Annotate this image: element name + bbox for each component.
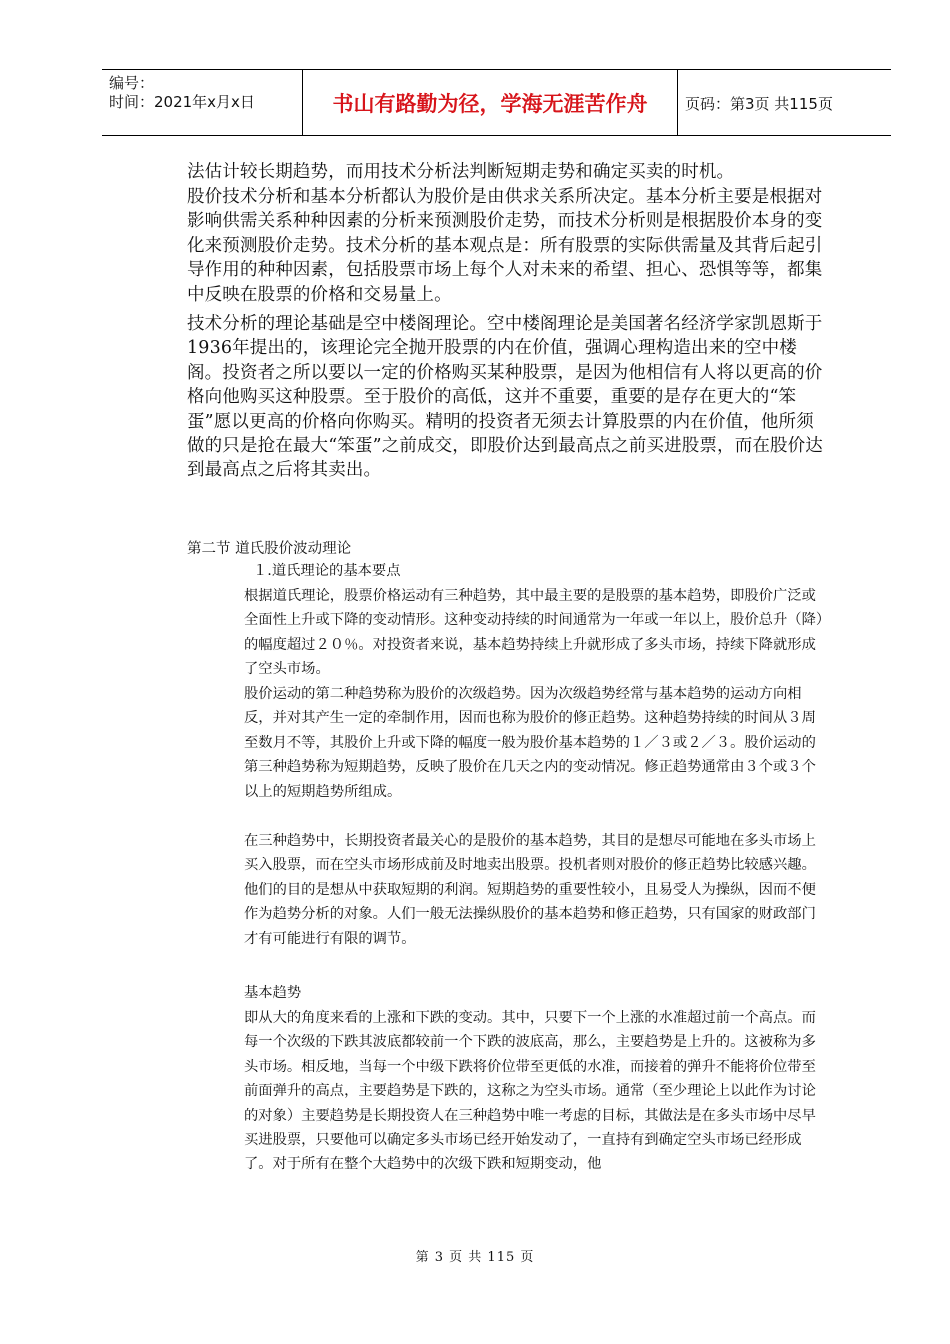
body-paragraph: 根据道氏理论，股票价格运动有三种趋势，其中最主要的是股票的基本趋势，即股价广泛或全面性上升或下降的变动情形。这种变动持续的时间通常为一年或一年以上，股价总升（降）的幅度超过２０％。对投资者来说，基本趋势持续上升就形成了多头市场，持续下降就形成了空头市场。 [244,588,824,678]
date-label: 时间：2021年x月x日 [109,93,255,111]
subheading-basic-trend: 基本趋势 [244,985,302,1001]
header-motto: 书山有路勤为径，学海无涯苦作舟 [332,92,648,116]
page-footer: 第 3 页 共 115 页 [415,1250,535,1265]
body-paragraph: 股价技术分析和基本分析都认为股价是由供求关系所决定。基本分析主要是根据对影响供需关系种种因素的分析来预测股价走势，而技术分析则是根据股价本身的变化来预测股价走势。技术分析的基本观点是：所有股票的实际供需量及其背后起引导作用的种种因素，包括股票市场上每个人对未来的希望、担心、恐惧等等，都集中反映在股票的价格和交易量上。 [187,187,823,305]
body-paragraph: 在三种趋势中，长期投资者最关心的是股价的基本趋势，其目的是想尽可能地在多头市场上买入股票，而在空头市场形成前及时地卖出股票。投机者则对股价的修正趋势比较感兴趣。他们的目的是想从中获取短期的利润。短期趋势的重要性较小，且易受人为操纵，因而不便作为趋势分析的对象。人们一般无法操纵股价的基本趋势和修正趋势，只有国家的财政部门才有可能进行有限的调节。 [244,833,816,947]
serial-number-label: 编号： [109,74,155,92]
body-paragraph: 股价运动的第二种趋势称为股价的次级趋势。因为次级趋势经常与基本趋势的运动方向相反，并对其产生一定的牵制作用，因而也称为股价的修正趋势。这种趋势持续的时间从３周至数月不等，其股价上升或下降的幅度一般为股价基本趋势的１／３或２／３。股价运动的第三种趋势称为短期趋势，反映了股价在几天之内的变动情况。修正趋势通常由３个或３个以上的短期趋势所组成。 [244,686,816,800]
header-top-rule [102,69,891,70]
page-code: 页码：第3页 共115页 [685,95,833,113]
body-paragraph: 法估计较长期趋势，而用技术分析法判断短期走势和确定买卖的时机。 [187,162,735,182]
body-paragraph: 技术分析的理论基础是空中楼阁理论。空中楼阁理论是美国著名经济学家凯恩斯于1936年提出的，该理论完全抛开股票的内在价值，强调心理构造出来的空中楼阁。投资者之所以要以一定的价格购买某种股票，是因为他相信有人将以更高的价格向他购买这种股票。至于股价的高低，这并不重要，重要的是存在更大的“笨蛋”愿以更高的价格向你购买。精明的投资者无须去计算股票的内在价值，他所须做的只是抢在最大“笨蛋”之前成交，即股价达到最高点之前买进股票，而在股价达到最高点之后将其卖出。 [187,314,823,481]
header-bottom-rule [102,135,891,136]
header-divider [677,69,678,135]
subsection-heading: １.道氏理论的基本要点 [253,563,401,579]
body-paragraph: 即从大的角度来看的上涨和下跌的变动。其中，只要下一个上涨的水准超过前一个高点。而每一个次级的下跌其波底都较前一个下跌的波底高，那么，主要趋势是上升的。这被称为多头市场。相反地，当每一个中级下跌将价位带至更低的水准，而接着的弹升不能将价位带至前面弹升的高点，主要趋势是下跌的，这称之为空头市场。通常（至少理论上以此作为讨论的对象）主要趋势是长期投资人在三种趋势中唯一考虑的目标，其做法是在多头市场中尽早买进股票，只要他可以确定多头市场已经开始发动了，一直持有到确定空头市场已经形成了。对于所有在整个大趋势中的次级下跌和短期变动，他 [244,1010,816,1173]
section-heading: 第二节 道氏股价波动理论 [187,541,352,557]
